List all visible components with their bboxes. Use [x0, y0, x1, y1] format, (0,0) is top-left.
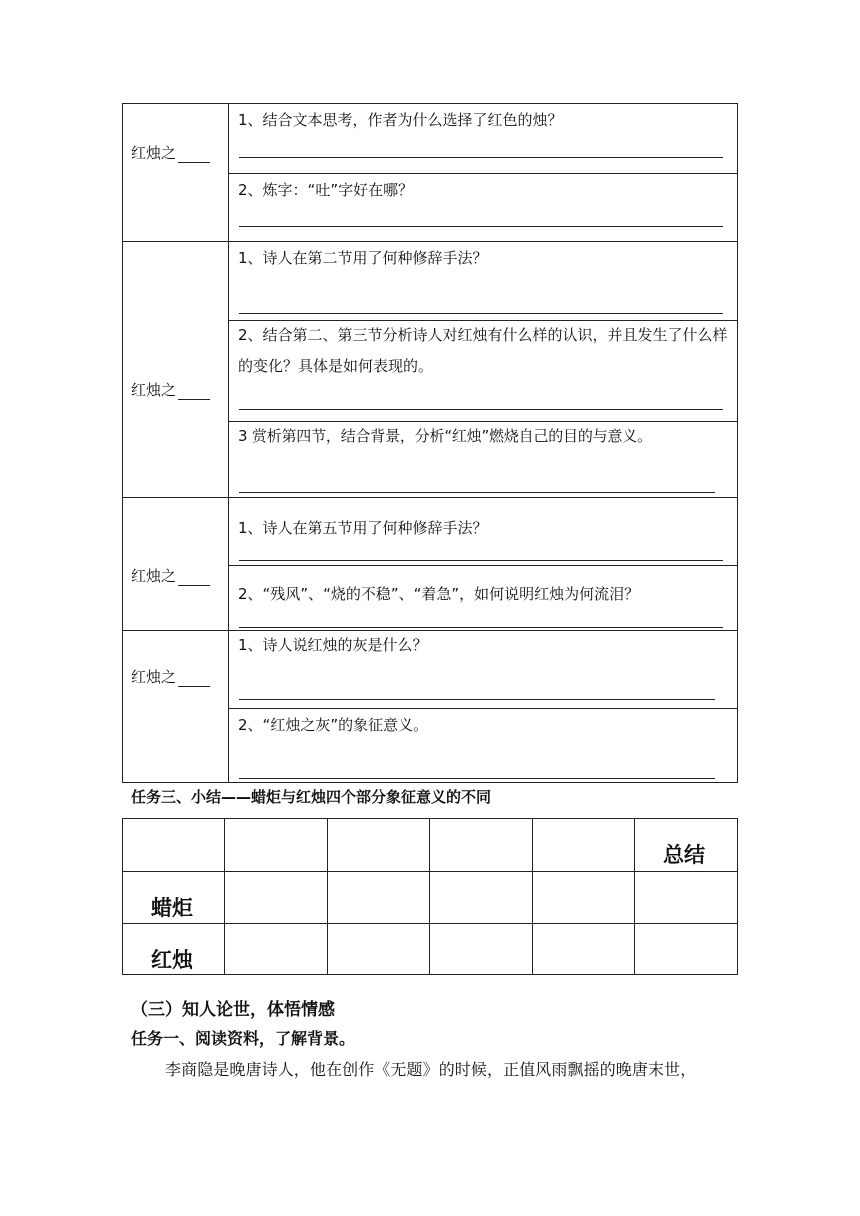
- question-cell: [229, 104, 737, 173]
- table-row: [123, 923, 737, 974]
- table-cell[interactable]: [328, 924, 430, 974]
- task3-title: 任务三、小结——蜡炬与红烛四个部分象征意义的不同: [131, 788, 492, 806]
- answer-line[interactable]: [239, 560, 723, 561]
- section-label: [123, 631, 229, 782]
- answer-line[interactable]: [239, 409, 723, 410]
- question-cell: [229, 173, 737, 241]
- table-cell[interactable]: [430, 872, 533, 923]
- section-label-text: 红烛之: [131, 144, 177, 162]
- label-blank[interactable]: [178, 385, 210, 400]
- question-text: 1、诗人说红烛的灰是什么？: [238, 636, 428, 654]
- table-cell[interactable]: [533, 924, 635, 974]
- table-cell[interactable]: [225, 924, 328, 974]
- section-1: [123, 104, 737, 241]
- summary-table: [122, 818, 738, 975]
- table-cell[interactable]: [635, 924, 737, 974]
- part3-paragraph: 李商隐是晚唐诗人，他在创作《无题》的时候，正值风雨飘摇的晚唐末世，: [165, 1060, 697, 1079]
- label-blank[interactable]: [178, 672, 210, 687]
- row-label: 红烛: [151, 948, 193, 972]
- question-cell: [229, 708, 737, 783]
- section-4: [123, 630, 737, 782]
- table-cell[interactable]: [225, 819, 328, 871]
- summary-header-row: [123, 819, 737, 871]
- answer-line[interactable]: [239, 313, 723, 314]
- question-text: 2、炼字：“吐”字好在哪？: [238, 181, 414, 199]
- section-3: [123, 497, 737, 630]
- answer-line[interactable]: [239, 699, 715, 700]
- section-label-text: 红烛之: [131, 668, 177, 686]
- section-label: [123, 498, 229, 630]
- part3-task1: 任务一、阅读资料，了解背景。: [131, 1029, 356, 1048]
- question-text: 2、“红烛之灰”的象征意义。: [238, 716, 429, 734]
- question-cell: [229, 320, 737, 421]
- question-text: 1、诗人在第五节用了何种修辞手法？: [238, 519, 488, 537]
- table-cell[interactable]: [430, 819, 533, 871]
- table-cell[interactable]: [635, 872, 737, 923]
- question-text: 2、结合第二、第三节分析诗人对红烛有什么样的认识，并且发生了什么样的变化？具体是如何表现的。: [238, 326, 728, 375]
- question-cell: [229, 421, 737, 498]
- table-cell[interactable]: [635, 819, 737, 871]
- answer-line[interactable]: [239, 627, 723, 628]
- table-cell[interactable]: [328, 819, 430, 871]
- table-cell[interactable]: [533, 819, 635, 871]
- section-label: [123, 242, 229, 497]
- section-label-text: 红烛之: [131, 381, 177, 399]
- answer-line[interactable]: [239, 778, 715, 779]
- row-label: 蜡炬: [151, 896, 193, 920]
- question-cell: [229, 631, 737, 708]
- section-2: [123, 241, 737, 497]
- question-text: 3 赏析第四节，结合背景，分析“红烛”燃烧自己的目的与意义。: [238, 427, 652, 445]
- section-label-text: 红烛之: [131, 567, 177, 585]
- question-cell: [229, 242, 737, 320]
- worksheet-table: [122, 103, 738, 783]
- table-cell[interactable]: [328, 872, 430, 923]
- section-label: [123, 104, 229, 241]
- answer-line[interactable]: [239, 226, 723, 227]
- label-blank[interactable]: [178, 148, 210, 163]
- summary-header-label: 总结: [663, 843, 705, 867]
- answer-line[interactable]: [239, 492, 715, 493]
- table-cell[interactable]: [533, 872, 635, 923]
- question-text: 2、“残风”、“烧的不稳”、“着急”，如何说明红烛为何流泪？: [238, 585, 640, 603]
- question-text: 1、结合文本思考，作者为什么选择了红色的烛？: [238, 111, 563, 129]
- label-blank[interactable]: [178, 571, 210, 586]
- table-cell[interactable]: [225, 872, 328, 923]
- question-cell: [229, 498, 737, 565]
- question-cell: [229, 565, 737, 631]
- table-row: [123, 871, 737, 923]
- part3-heading: （三）知人论世，体悟情感: [131, 1000, 335, 1020]
- table-cell[interactable]: [123, 819, 225, 871]
- table-cell[interactable]: [430, 924, 533, 974]
- answer-line[interactable]: [239, 157, 723, 158]
- row-label-cell: [123, 872, 225, 923]
- row-label-cell: [123, 924, 225, 974]
- question-text: 1、诗人在第二节用了何种修辞手法？: [238, 249, 488, 267]
